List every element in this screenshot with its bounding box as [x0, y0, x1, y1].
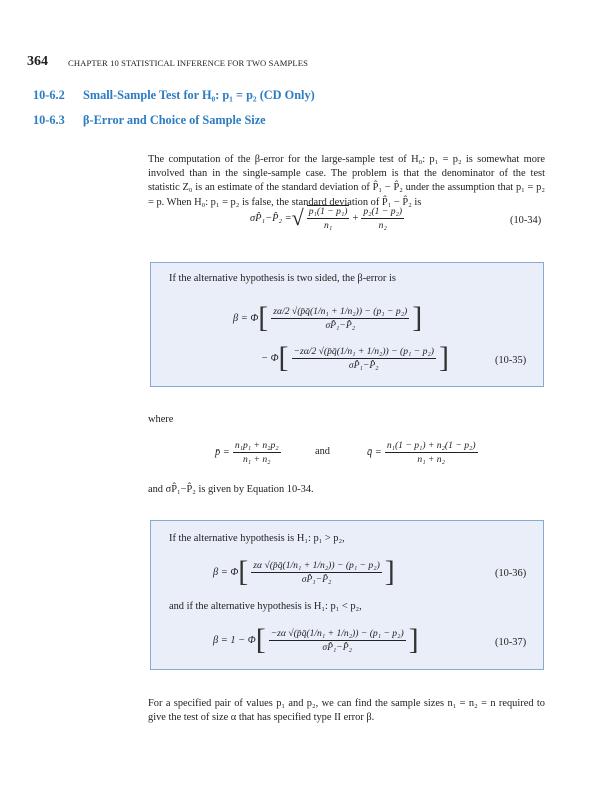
fraction: [233, 440, 281, 465]
eq-lhs: β = 1 − Φ: [213, 634, 256, 646]
sqrt-symbol: √: [291, 205, 304, 230]
page-number: 364: [27, 54, 48, 69]
equation-number: (10-35): [495, 355, 527, 366]
fraction: [251, 560, 381, 585]
fraction: [385, 440, 478, 465]
equation-number: (10-34): [510, 215, 542, 226]
denominator: n₂: [378, 219, 387, 231]
section-heading-10-6-3: [33, 113, 553, 129]
denominator: σP̂₁−P̂₂: [301, 573, 332, 585]
where-label: where: [148, 414, 174, 425]
section-title: β-Error and Choice of Sample Size: [83, 113, 266, 127]
numerator: −zα/2 √(p̄q̄(1/n₁ + 1/n₂)) − (p₁ − p₂): [293, 345, 434, 357]
pbar-equation: [215, 440, 284, 465]
denominator: σP̂₁−P̂₂: [348, 359, 379, 371]
section-title: Small-Sample Test for H₀: p₁ = p₂ (CD Only): [83, 88, 315, 102]
final-paragraph: For a specified pair of values p₁ and p₂, we can find the sample sizes n₁ = n₂ = n required to give the test of size α that has specified type II error β.: [148, 698, 545, 724]
equation-10-34: [250, 205, 407, 231]
equation-number: (10-37): [495, 637, 527, 648]
sigma-note: and σP̂₁−P̂₂ is given by Equation 10-34.: [148, 484, 314, 495]
numerator: n₁p₁ + n₂p₂: [234, 440, 279, 451]
eq-lhs: β = Φ: [233, 312, 259, 324]
eq-lhs: β = Φ: [213, 566, 239, 578]
fraction: [269, 628, 406, 653]
fraction: [307, 205, 350, 231]
box-intro-less: and if the alternative hypothesis is H₁: p₁ < p₂,: [169, 601, 362, 612]
numerator: p₁(1 − p₁): [308, 206, 348, 217]
equation-number: (10-36): [495, 568, 527, 579]
denominator: n₁ + n₂: [242, 454, 271, 465]
equation-10-35-line2: − Φ [ $\frac{\text{−zα/2 √(p̄q̄(1/n₁ + 1/n₂)) − (p₁ − p₂)}}{\text{σP̂₁−P̂₂}}$ ]: [261, 341, 449, 374]
denominator: σP̂₁−P̂₂: [322, 641, 352, 653]
intro-paragraph: The computation of the β-error for the large-sample test of H₀: p₁ = p₂ is somewhat more involved than in the single-sample case. The problem is that the denominator of the test statistic Z₀ is an estimate of the standard deviation of P̂₁ − P̂₂ under the assumption that p₁ = p₂ = p. When H₀: p₁ = p₂ is false, the standard deviation of P̂₁ − P̂₂ is: [148, 154, 545, 208]
highlight-box-two-sided: [150, 262, 544, 387]
fraction: [292, 346, 436, 371]
eq-lhs: p̄ =: [215, 447, 230, 458]
numerator: −zα √(p̄q̄(1/n₁ + 1/n₂)) − (p₁ − p₂): [270, 627, 404, 639]
fraction: [271, 306, 409, 331]
denominator: n₁ + n₂: [417, 454, 445, 465]
numerator: zα/2 √(p̄q̄(1/n₁ + 1/n₂)) − (p₁ − p₂): [273, 305, 408, 317]
running-header: CHAPTER 10 STATISTICAL INFERENCE FOR TWO SAMPLES: [68, 58, 308, 68]
equation-10-37: β = 1 − Φ [ $\frac{\text{−zα √(p̄q̄(1/n₁ + 1/n₂)) − (p₁ − p₂)}}{\text{σP̂₁−P̂₂}}$ ]: [213, 623, 419, 656]
eq-lhs: σP̂₁−P̂₂ =: [250, 212, 292, 224]
highlight-box-one-sided: [150, 520, 544, 670]
section-heading-10-6-2: [33, 88, 553, 104]
fraction: [361, 206, 404, 231]
qbar-equation: [367, 440, 481, 465]
section-number: 10-6.3: [33, 113, 65, 127]
denominator: σP̂₁−P̂₂: [325, 319, 356, 331]
numerator: p₂(1 − p₂): [363, 205, 403, 217]
section-number: 10-6.2: [33, 88, 65, 102]
box-intro: If the alternative hypothesis is two sided, the β-error is: [169, 273, 396, 284]
denominator: n₁: [324, 220, 333, 231]
numerator: zα √(p̄q̄(1/n₁ + 1/n₂)) − (p₁ − p₂): [253, 559, 380, 571]
eq-lhs: q̄ =: [367, 447, 382, 458]
eq-lhs: − Φ: [261, 352, 279, 364]
plus: +: [352, 212, 359, 224]
box-intro-greater: If the alternative hypothesis is H₁: p₁ > p₂,: [169, 533, 345, 544]
and-word: and: [315, 446, 331, 457]
numerator: n₁(1 − p₁) + n₂(1 − p₂): [386, 440, 476, 451]
equation-10-35-line1: β = Φ [ $\frac{\text{zα/2 √(p̄q̄(1/n₁ + 1/n₂)) − (p₁ − p₂)}}{\text{σP̂₁−P̂₂}}$ ]: [233, 301, 423, 334]
equation-10-36: β = Φ [ $\frac{\text{zα √(p̄q̄(1/n₁ + 1/n₂)) − (p₁ − p₂)}}{\text{σP̂₁−P̂₂}}$ ]: [213, 555, 395, 588]
